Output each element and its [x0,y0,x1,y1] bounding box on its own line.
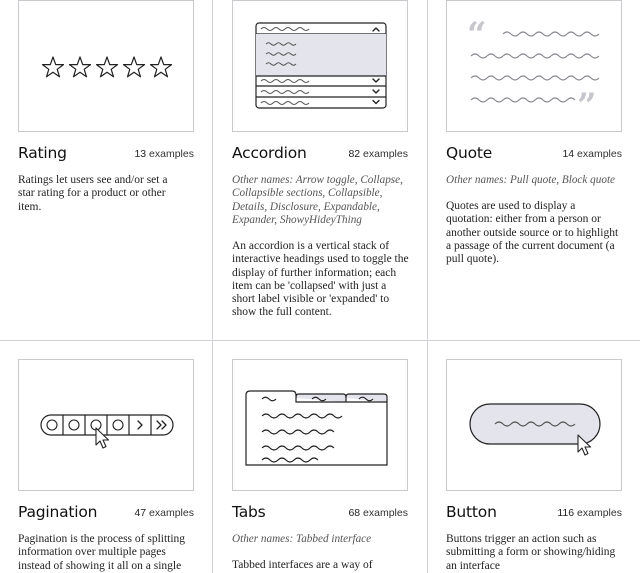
component-description: Ratings let users see and/or set a star rating for a product or other item. [18,174,168,213]
count-label: examples [149,507,194,519]
thumbnail-button[interactable] [446,359,622,491]
example-count [348,148,408,160]
thumbnail-accordion[interactable] [232,0,408,132]
count-label: examples [577,148,622,160]
component-title[interactable]: Pagination [18,503,98,521]
thumbnail-quote[interactable] [446,0,622,132]
component-card-quote[interactable] [428,0,640,340]
star-rating-illustration [19,1,193,131]
count-number: 13 [134,148,147,160]
component-title[interactable]: Accordion [232,144,307,162]
example-count [557,507,622,519]
quote-illustration [447,1,621,131]
component-title[interactable]: Rating [18,144,67,162]
count-label: examples [363,507,408,519]
other-names: Other names: Pull quote, Block quote [446,174,616,186]
component-card-rating[interactable] [0,0,212,340]
svg-text:”: ” [577,86,597,126]
thumbnail-pagination[interactable] [18,359,194,491]
component-description: Buttons trigger an action such as submitting a form or showing/hiding an interface [446,533,616,572]
count-label: examples [149,148,194,160]
component-description: Pagination is the process of splitting information over multiple pages instead of showing it all on a single [18,533,186,572]
tabs-illustration [233,360,407,490]
component-card-accordion[interactable] [213,0,427,340]
thumbnail-tabs[interactable] [232,359,408,491]
other-names: Other names: Tabbed interface [232,533,372,545]
count-number: 82 [348,148,361,160]
thumbnail-rating[interactable] [18,0,194,132]
component-description: An accordion is a vertical stack of interactive headings used to toggle the display of further information; each item can be 'collapsed' with just a short label visible or 'expanded' to show the full content. [232,240,409,319]
count-number: 116 [557,507,575,519]
example-count [134,148,194,160]
component-card-button[interactable] [428,341,640,573]
example-count [562,148,622,160]
count-label: examples [363,148,408,160]
count-label: examples [577,507,622,519]
other-names: Other names: Arrow toggle, Collapse, Collapsible sections, Collapsible, Details, Disclosure, Expandable, Expander, ShowyHideyThing [232,174,403,226]
accordion-illustration [233,1,407,131]
button-illustration [447,360,621,490]
component-description: Tabbed interfaces are a way of [232,559,373,571]
component-card-pagination[interactable] [0,341,212,573]
pagination-illustration [19,360,193,490]
example-count [134,507,194,519]
count-number: 47 [134,507,147,519]
svg-text:“: “ [467,15,487,55]
component-title[interactable]: Tabs [232,503,266,521]
component-description: Quotes are used to display a quotation: either from a person or another outside source or to highlight a passage of the current document (a pull quote). [446,200,619,266]
count-number: 14 [562,148,575,160]
component-card-tabs[interactable] [213,341,427,573]
example-count [348,507,408,519]
count-number: 68 [348,507,361,519]
component-title[interactable]: Quote [446,144,493,162]
component-title[interactable]: Button [446,503,497,521]
